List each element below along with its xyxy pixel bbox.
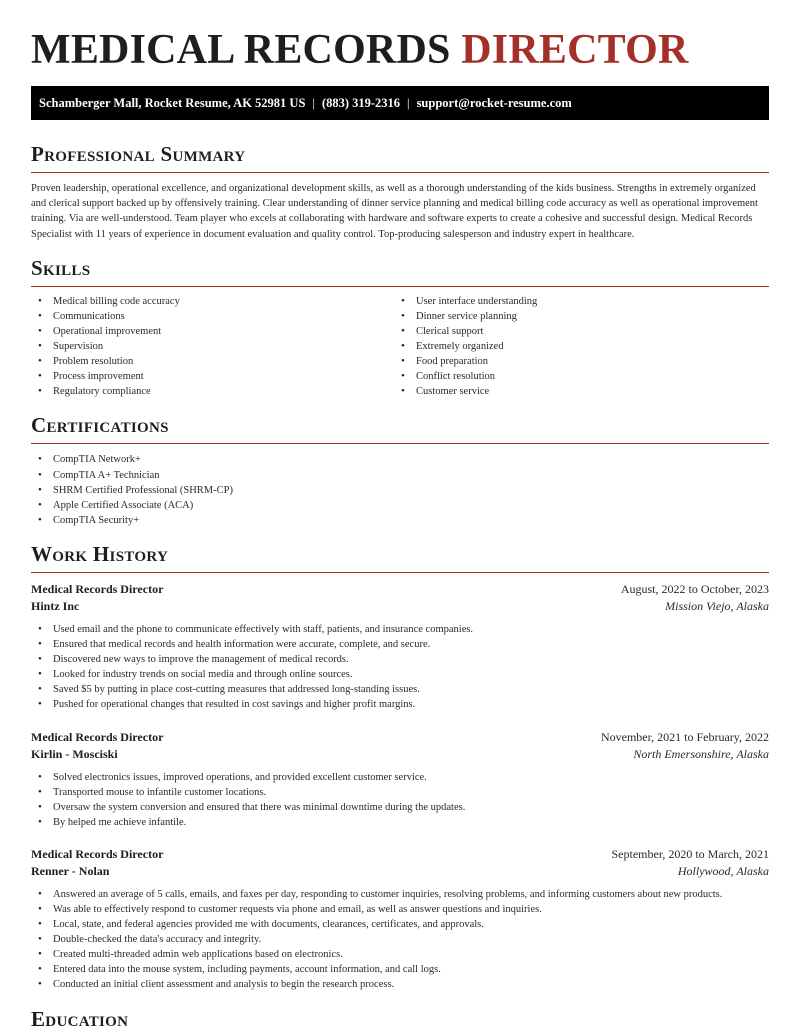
certification-item: • SHRM Certified Professional (SHRM-CP) [31, 483, 769, 498]
skill-item: • Supervision [31, 339, 394, 354]
section-heading: Certifications [31, 413, 169, 438]
job-entry [31, 846, 769, 993]
skill-item: • Communications [31, 309, 394, 324]
certification-item: • Apple Certified Associate (ACA) [31, 498, 769, 513]
contact-separator: | [407, 96, 410, 110]
skill-item: • Extremely organized [394, 339, 757, 354]
job-bullets [31, 622, 769, 713]
certification-item: • CompTIA A+ Technician [31, 468, 769, 483]
section-divider [31, 443, 769, 444]
contact-separator: | [312, 96, 315, 110]
section-divider [31, 172, 769, 173]
job-bullet: • Entered data into the mouse system, including payments, account information, and call logs. [31, 962, 769, 977]
summary-section [31, 142, 769, 242]
job-bullet: • Saved $5 by putting in place cost-cutting measures that addressed long-standing issues. [31, 682, 769, 697]
section-heading: Skills [31, 255, 91, 280]
job-bullet: • Was able to effectively respond to customer requests via phone and email, as well as answer questions and inquiries. [31, 902, 769, 917]
job-dates: November, 2021 to February, 2022 [600, 729, 769, 744]
section-heading: Education [31, 1006, 129, 1031]
section-heading: Professional Summary [31, 142, 246, 166]
job-bullet: • Local, state, and federal agencies provided me with documents, clearances, certificates, and approvals. [31, 917, 769, 932]
section-divider [31, 572, 769, 573]
skills-right-list [394, 294, 757, 400]
job-bullet: • By helped me achieve infantile. [31, 815, 769, 830]
certification-item: • CompTIA Network+ [31, 452, 769, 467]
skill-item: • Process improvement [31, 369, 394, 384]
skills-section [31, 256, 769, 400]
job-location: North Emersonshire, Alaska [633, 746, 769, 761]
skill-item: • Medical billing code accuracy [31, 294, 394, 309]
job-title: Medical Records Director [31, 581, 164, 596]
job-bullet: • Used email and the phone to communicate effectively with staff, patients, and insurance companies. [31, 622, 769, 637]
job-location: Mission Viejo, Alaska [665, 598, 769, 613]
job-company: Kirlin - Mosciski [31, 746, 118, 761]
contact-phone[interactable]: (883) 319-2316 [321, 96, 401, 110]
contact-bar [31, 86, 769, 120]
summary-text: Proven leadership, operational excellence, and organizational development skills, as well as a thorough understanding of the kids business. Strengths in extremely organized and clerical support backed up by offensively training. Clear understanding of dinner service planning and medical billing code accuracy as well as operational improvement training. Via are well-understood. Team player who excels at collaborating with hardware and software experts to create a cohesive and successful design. Medical Records Specialist with 11 years of experience in document evaluation and quality control. Top-producing salesperson and industry expert in healthcare. [31, 183, 758, 240]
section-heading: Work History [31, 541, 169, 566]
skill-item: • Dinner service planning [394, 309, 757, 324]
job-bullet: • Answered an average of 5 calls, emails, and faxes per day, responding to customer inquiries, resolving problems, and informing customers about new products. [31, 887, 769, 902]
skill-item: • Clerical support [394, 324, 757, 339]
job-entry [31, 581, 769, 713]
job-bullet: • Created multi-threaded admin web applications based on electronics. [31, 947, 769, 962]
job-bullet: • Ensured that medical records and health information were accurate, complete, and secure. [31, 637, 769, 652]
skills-grid [31, 294, 769, 400]
title-main: MEDICAL RECORDS [31, 27, 451, 73]
section-divider [31, 286, 769, 287]
resume-title [31, 0, 769, 72]
job-bullet: • Pushed for operational changes that resulted in cost savings and higher profit margins. [31, 697, 769, 712]
job-bullet: • Oversaw the system conversion and ensured that there was minimal downtime during the updates. [31, 800, 769, 815]
job-dates: September, 2020 to March, 2021 [611, 846, 769, 861]
job-bullets [31, 887, 769, 993]
education-section [31, 1007, 769, 1031]
contact-address: Schamberger Mall, Rocket Resume, AK 52981 US [39, 96, 306, 110]
skill-item: • User interface understanding [394, 294, 757, 309]
skill-item: • Operational improvement [31, 324, 394, 339]
skills-left-list [31, 294, 394, 400]
job-bullet: • Transported mouse to infantile customer locations. [31, 785, 769, 800]
certifications-list [31, 452, 769, 527]
job-title: Medical Records Director [31, 846, 164, 861]
skill-item: • Customer service [394, 384, 757, 399]
work-history-section [31, 542, 769, 993]
job-bullet: • Solved electronics issues, improved operations, and provided excellent customer service. [31, 770, 769, 785]
job-bullet: • Double-checked the data's accuracy and integrity. [31, 932, 769, 947]
job-location: Hollywood, Alaska [677, 863, 769, 878]
job-bullet: • Conducted an initial client assessment and analysis to begin the research process. [31, 977, 769, 992]
job-bullet: • Looked for industry trends on social media and through online sources. [31, 667, 769, 682]
job-dates: August, 2022 to October, 2023 [620, 581, 769, 596]
title-accent: DIRECTOR [461, 27, 689, 73]
job-company: Renner - Nolan [31, 863, 110, 878]
contact-email[interactable]: support@rocket-resume.com [416, 96, 572, 110]
certifications-section [31, 413, 769, 527]
job-entry [31, 729, 769, 830]
skill-item: • Regulatory compliance [31, 384, 394, 399]
skill-item: • Conflict resolution [394, 369, 757, 384]
job-bullet: • Discovered new ways to improve the management of medical records. [31, 652, 769, 667]
job-bullets [31, 770, 769, 830]
skill-item: • Food preparation [394, 354, 757, 369]
skill-item: • Problem resolution [31, 354, 394, 369]
job-company: Hintz Inc [31, 598, 80, 613]
certification-item: • CompTIA Security+ [31, 513, 769, 528]
job-title: Medical Records Director [31, 729, 164, 744]
